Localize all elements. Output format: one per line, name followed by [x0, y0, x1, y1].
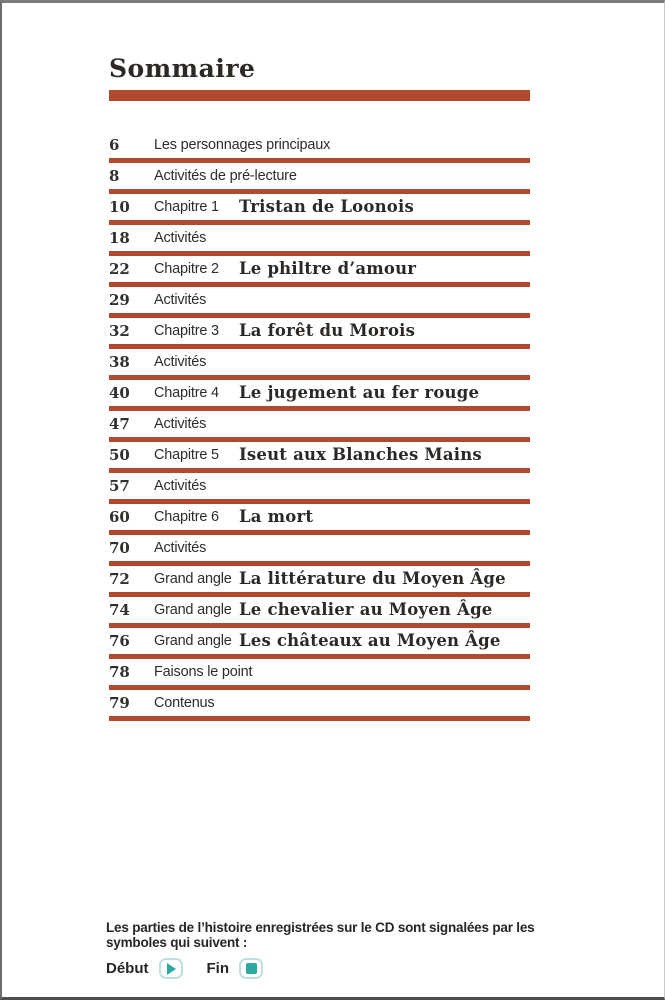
- toc-entry-label: Les personnages principaux: [154, 136, 331, 153]
- toc-entry-label: Chapitre 5: [154, 446, 219, 463]
- toc-entry-label: Grand angle: [154, 570, 232, 587]
- title-accent-bar: [109, 90, 530, 101]
- toc-entry-label: Activités: [154, 415, 207, 432]
- toc-row: [109, 132, 530, 158]
- toc-page-number: 47: [109, 414, 130, 433]
- toc-row: [109, 597, 530, 623]
- page-title: Sommaire: [109, 54, 256, 83]
- toc-row: [109, 225, 530, 251]
- toc-row: [109, 287, 530, 313]
- toc-row: [109, 442, 530, 468]
- toc-entry-title: Le chevalier au Moyen Âge: [239, 600, 493, 619]
- toc-page-number: 70: [109, 538, 130, 557]
- toc-entry-label: Grand angle: [154, 632, 232, 649]
- toc-page-number: 76: [109, 631, 130, 650]
- toc-entry-label: Activités: [154, 539, 207, 556]
- toc-page-number: 8: [109, 166, 120, 185]
- toc-page-number: 78: [109, 662, 130, 681]
- toc-row: [109, 473, 530, 499]
- start-label: Début: [106, 960, 149, 977]
- toc-page-number: 72: [109, 569, 130, 588]
- toc-row: [109, 349, 530, 375]
- toc-entry-label: Grand angle: [154, 601, 232, 618]
- toc-page-number: 40: [109, 383, 130, 402]
- toc-row: [109, 659, 530, 685]
- toc-entry-title: La mort: [239, 507, 314, 526]
- toc-row: [109, 628, 530, 654]
- stop-icon: [239, 958, 263, 979]
- toc-row: [109, 566, 530, 592]
- row-separator-bar: [109, 716, 530, 721]
- toc-page-number: 57: [109, 476, 130, 495]
- toc-row: [109, 411, 530, 437]
- table-of-contents: [109, 132, 530, 721]
- toc-page-number: 50: [109, 445, 130, 464]
- toc-row: [109, 504, 530, 530]
- toc-page-number: 38: [109, 352, 130, 371]
- toc-page-number: 60: [109, 507, 130, 526]
- toc-row: [109, 163, 530, 189]
- toc-entry-label: Activités: [154, 291, 207, 308]
- toc-page-number: 32: [109, 321, 130, 340]
- toc-entry-label: Activités: [154, 229, 207, 246]
- cd-note: Les parties de l’histoire enregistrées sur le CD sont signalées par les symboles qui suivent :: [106, 920, 535, 950]
- toc-entry-label: Activités: [154, 477, 207, 494]
- toc-entry-label: Chapitre 6: [154, 508, 219, 525]
- toc-entry-title: Iseut aux Blanches Mains: [239, 445, 482, 464]
- toc-page-number: 29: [109, 290, 130, 309]
- toc-entry-label: Activités de pré-lecture: [154, 167, 297, 184]
- toc-entry-title: La forêt du Morois: [239, 321, 416, 340]
- cd-legend-footer: [106, 920, 554, 979]
- toc-page-number: 22: [109, 259, 130, 278]
- toc-page-number: 6: [109, 135, 120, 154]
- toc-entry-label: Chapitre 2: [154, 260, 219, 277]
- toc-entry-title: La littérature du Moyen Âge: [239, 569, 506, 588]
- toc-row: [109, 535, 530, 561]
- toc-entry-title: Le philtre d’amour: [239, 259, 417, 278]
- toc-page-number: 74: [109, 600, 130, 619]
- toc-entry-label: Faisons le point: [154, 663, 253, 680]
- toc-page-number: 10: [109, 197, 130, 216]
- toc-entry-title: Les châteaux au Moyen Âge: [239, 631, 501, 650]
- toc-entry-title: Le jugement au fer rouge: [239, 383, 480, 402]
- play-icon: [159, 958, 183, 979]
- toc-content: [109, 3, 530, 721]
- toc-entry-label: Chapitre 1: [154, 198, 219, 215]
- toc-row: [109, 194, 530, 220]
- toc-row: [109, 318, 530, 344]
- toc-row: [109, 380, 530, 406]
- toc-entry-label: Contenus: [154, 694, 215, 711]
- toc-page-number: 18: [109, 228, 130, 247]
- toc-entry-title: Tristan de Loonois: [239, 197, 414, 216]
- toc-row: [109, 256, 530, 282]
- toc-row: [109, 690, 530, 716]
- toc-entry-label: Chapitre 3: [154, 322, 219, 339]
- cd-legend: [106, 958, 554, 979]
- toc-page-number: 79: [109, 693, 130, 712]
- toc-entry-label: Chapitre 4: [154, 384, 219, 401]
- end-label: Fin: [206, 960, 229, 977]
- toc-entry-label: Activités: [154, 353, 207, 370]
